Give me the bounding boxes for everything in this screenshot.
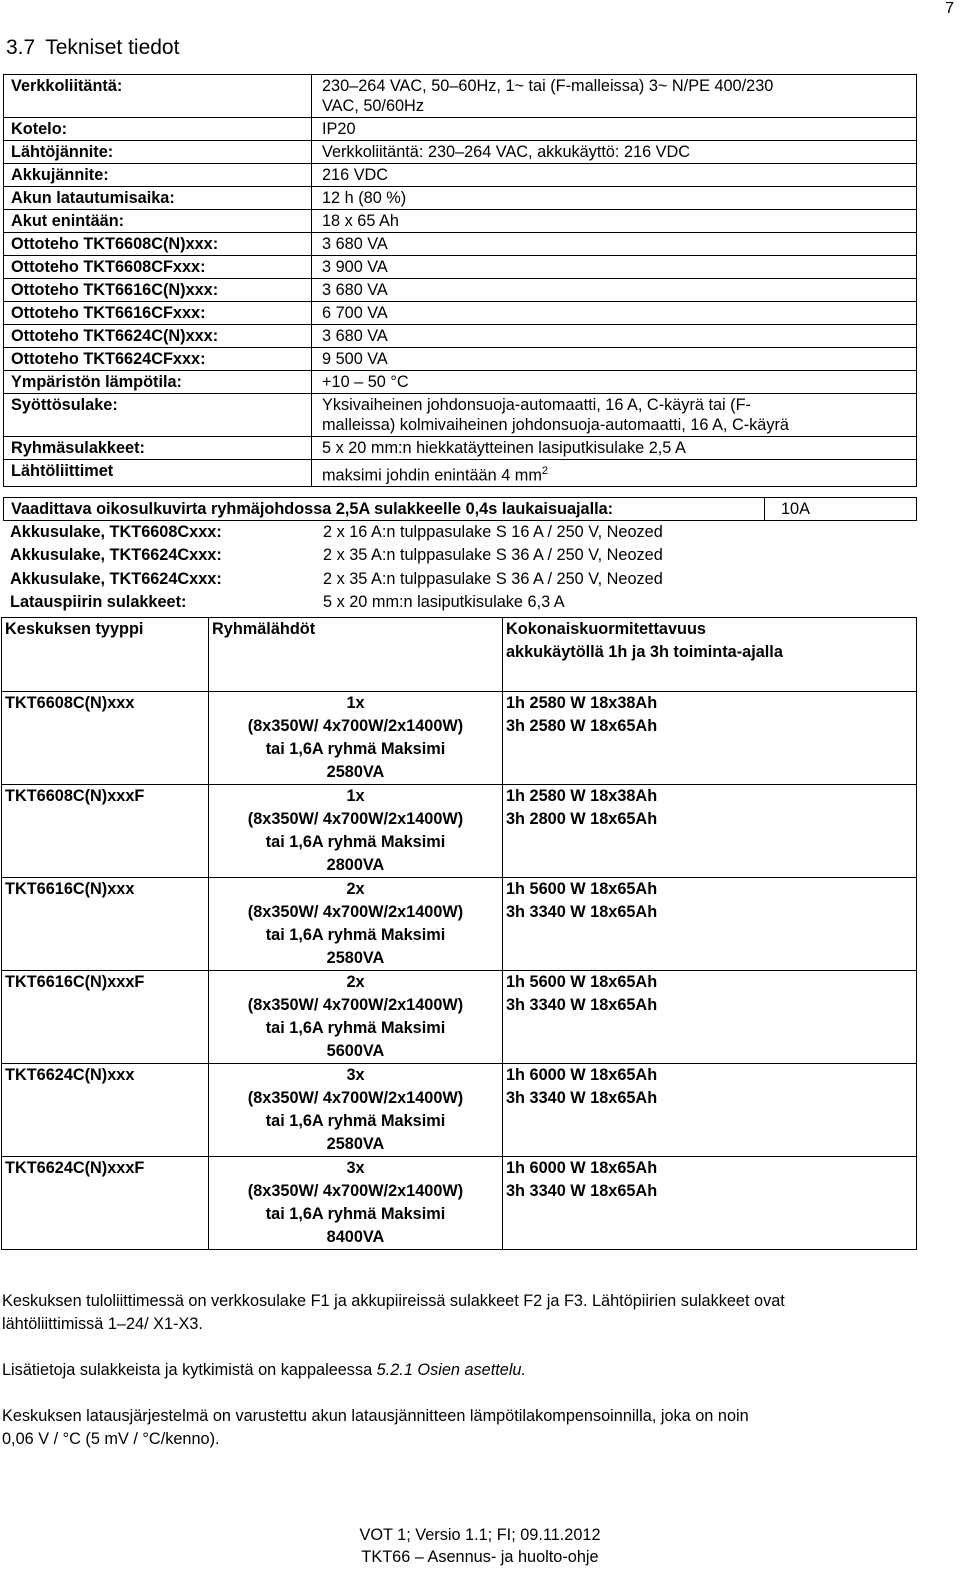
groups-line: (8x350W/ 4x700W/2x1400W) bbox=[247, 1182, 464, 1200]
groups-line: 2x bbox=[346, 880, 365, 898]
groups-line: 3x bbox=[346, 1066, 365, 1084]
spec-table bbox=[3, 74, 917, 487]
groups-line: tai 1,6A ryhmä Maksimi bbox=[265, 1205, 446, 1223]
center-load bbox=[503, 692, 917, 785]
spec-label: Akut enintään: bbox=[4, 210, 312, 233]
fuse-value: 5 x 20 mm:n lasiputkisulake 6,3 A bbox=[323, 593, 565, 611]
spec-value: 3 680 VA bbox=[312, 279, 917, 302]
required-fuse-text: Vaadittava oikosulkuvirta ryhmäjohdossa 2,5A sulakkeelle 0,4s laukaisuajalla: bbox=[11, 500, 614, 518]
paragraph-line: Keskuksen latausjärjestelmä on varustettu akun latausjännitteen lämpötilakompensoinnilla, joka on noin bbox=[2, 1407, 749, 1425]
spec-value: +10 – 50 °C bbox=[312, 371, 917, 394]
spec-row bbox=[4, 233, 917, 256]
spec-label: Ottoteho TKT6616CFxxx: bbox=[4, 302, 312, 325]
load-line: 1h 2580 W 18x38Ah bbox=[506, 694, 658, 712]
spec-row bbox=[4, 348, 917, 371]
spec-value-line: Yksivaiheinen johdonsuoja-automaatti, 16 A, C-käyrä tai (F- bbox=[322, 396, 751, 414]
spec-row bbox=[4, 279, 917, 302]
center-type: TKT6608C(N)xxxF bbox=[2, 785, 209, 878]
spec-row bbox=[4, 394, 917, 437]
groups-line: 1x bbox=[346, 694, 365, 712]
fuse-label: Akkusulake, TKT6608Cxxx: bbox=[10, 523, 222, 541]
spec-value-line: VAC, 50/60Hz bbox=[322, 97, 424, 115]
groups-line: (8x350W/ 4x700W/2x1400W) bbox=[247, 810, 464, 828]
load-line: 1h 5600 W 18x65Ah bbox=[506, 880, 658, 898]
spec-row bbox=[4, 164, 917, 187]
spec-value: IP20 bbox=[312, 118, 917, 141]
load-line: 1h 6000 W 18x65Ah bbox=[506, 1159, 658, 1177]
groups-line: tai 1,6A ryhmä Maksimi bbox=[265, 1112, 446, 1130]
section-number: 3.7 bbox=[6, 36, 36, 59]
center-row bbox=[2, 878, 917, 971]
center-row bbox=[2, 971, 917, 1064]
center-groups bbox=[209, 692, 503, 785]
spec-label: Verkkoliitäntä: bbox=[4, 75, 312, 118]
spec-value bbox=[312, 394, 917, 437]
center-row bbox=[2, 692, 917, 785]
spec-row bbox=[4, 302, 917, 325]
paragraph-charging bbox=[2, 1405, 952, 1451]
center-groups bbox=[209, 1064, 503, 1157]
center-header-row bbox=[2, 618, 917, 692]
groups-line: 2800VA bbox=[326, 856, 385, 874]
groups-line: 3x bbox=[346, 1159, 365, 1177]
page-number: 7 bbox=[945, 0, 954, 17]
center-type: TKT6616C(N)xxxF bbox=[2, 971, 209, 1064]
load-line: 3h 3340 W 18x65Ah bbox=[506, 1182, 658, 1200]
spec-row bbox=[4, 210, 917, 233]
spec-value bbox=[312, 75, 917, 118]
spec-row bbox=[4, 187, 917, 210]
spec-label: Ottoteho TKT6608C(N)xxx: bbox=[4, 233, 312, 256]
spec-value: 3 680 VA bbox=[312, 325, 917, 348]
center-row bbox=[2, 1064, 917, 1157]
center-row bbox=[2, 785, 917, 878]
spec-row bbox=[4, 371, 917, 394]
footer bbox=[0, 1524, 960, 1568]
spec-label: Ottoteho TKT6624CFxxx: bbox=[4, 348, 312, 371]
spec-label: Lähtöliittimet bbox=[4, 460, 312, 487]
spec-value: 12 h (80 %) bbox=[312, 187, 917, 210]
spec-value: 9 500 VA bbox=[312, 348, 917, 371]
header-groups-text: Ryhmälähdöt bbox=[212, 620, 316, 638]
load-line: 3h 2800 W 18x65Ah bbox=[506, 810, 658, 828]
fuse-value: 2 x 35 A:n tulppasulake S 36 A / 250 V, Neozed bbox=[323, 546, 663, 564]
spec-row bbox=[4, 325, 917, 348]
footer-version: VOT 1; Versio 1.1; FI; 09.11.2012 bbox=[359, 1526, 601, 1544]
spec-value bbox=[312, 460, 917, 487]
fuse-label: Akkusulake, TKT6624Cxxx: bbox=[10, 546, 222, 564]
spec-value: 5 x 20 mm:n hiekkatäytteinen lasiputkisulake 2,5 A bbox=[312, 437, 917, 460]
center-type: TKT6624C(N)xxx bbox=[2, 1064, 209, 1157]
spec-row bbox=[4, 256, 917, 279]
center-type: TKT6624C(N)xxxF bbox=[2, 1157, 209, 1250]
center-row bbox=[2, 1157, 917, 1250]
load-line: 3h 3340 W 18x65Ah bbox=[506, 996, 658, 1014]
spec-label: Lähtöjännite: bbox=[4, 141, 312, 164]
header-type: Keskuksen tyyppi bbox=[2, 618, 209, 692]
load-line: 1h 2580 W 18x38Ah bbox=[506, 787, 658, 805]
fuse-label: Latauspiirin sulakkeet: bbox=[10, 593, 187, 611]
spec-label: Kotelo: bbox=[4, 118, 312, 141]
groups-line: 8400VA bbox=[326, 1228, 385, 1246]
spec-value: 6 700 VA bbox=[312, 302, 917, 325]
superscript: 2 bbox=[541, 465, 549, 477]
spec-label: Akkujännite: bbox=[4, 164, 312, 187]
groups-line: 5600VA bbox=[326, 1042, 385, 1060]
groups-line: 2x bbox=[346, 973, 365, 991]
load-line: 3h 2580 W 18x65Ah bbox=[506, 717, 658, 735]
spec-value-line: 230–264 VAC, 50–60Hz, 1~ tai (F-malleissa) 3~ N/PE 400/230 bbox=[322, 77, 774, 95]
center-groups bbox=[209, 1157, 503, 1250]
section-heading bbox=[6, 36, 179, 60]
header-groups bbox=[209, 618, 503, 692]
center-groups bbox=[209, 785, 503, 878]
section-title: Tekniset tiedot bbox=[45, 36, 180, 59]
spec-value: 3 900 VA bbox=[312, 256, 917, 279]
center-load bbox=[503, 785, 917, 878]
header-load bbox=[503, 618, 917, 692]
header-load-line: akkukäytöllä 1h ja 3h toiminta-ajalla bbox=[506, 643, 783, 661]
groups-line: (8x350W/ 4x700W/2x1400W) bbox=[247, 903, 464, 921]
groups-line: 2580VA bbox=[326, 949, 385, 967]
fuse-row bbox=[3, 521, 917, 545]
spec-label: Akun latautumisaika: bbox=[4, 187, 312, 210]
load-line: 1h 5600 W 18x65Ah bbox=[506, 973, 658, 991]
load-line: 1h 6000 W 18x65Ah bbox=[506, 1066, 658, 1084]
required-fuse-row bbox=[3, 497, 917, 521]
center-type: TKT6608C(N)xxx bbox=[2, 692, 209, 785]
spec-label: Syöttösulake: bbox=[4, 394, 312, 437]
spec-label: Ympäristön lämpötila: bbox=[4, 371, 312, 394]
groups-line: (8x350W/ 4x700W/2x1400W) bbox=[247, 996, 464, 1014]
fuse-row bbox=[3, 568, 917, 592]
paragraph-more-info bbox=[2, 1359, 952, 1382]
paragraph-line: 0,06 V / °C (5 mV / °C/kenno). bbox=[2, 1430, 220, 1448]
footer-title: TKT66 – Asennus- ja huolto-ohje bbox=[361, 1548, 599, 1566]
load-line: 3h 3340 W 18x65Ah bbox=[506, 1089, 658, 1107]
required-fuse-value: 10A bbox=[781, 500, 810, 518]
fuse-row bbox=[3, 544, 917, 568]
spec-value: 3 680 VA bbox=[312, 233, 917, 256]
center-groups bbox=[209, 971, 503, 1064]
fuse-value: 2 x 16 A:n tulppasulake S 16 A / 250 V, Neozed bbox=[323, 523, 663, 541]
groups-line: tai 1,6A ryhmä Maksimi bbox=[265, 1019, 446, 1037]
spec-value-line: malleissa) kolmivaiheinen johdonsuoja-automaatti, 16 A, C-käyrä bbox=[322, 416, 789, 434]
spec-value: Verkkoliitäntä: 230–264 VAC, akkukäyttö: 216 VDC bbox=[312, 141, 917, 164]
spec-label: Ottoteho TKT6616C(N)xxx: bbox=[4, 279, 312, 302]
header-load-line: Kokonaiskuormitettavuus bbox=[506, 620, 706, 638]
groups-line: (8x350W/ 4x700W/2x1400W) bbox=[247, 1089, 464, 1107]
spec-label: Ottoteho TKT6624C(N)xxx: bbox=[4, 325, 312, 348]
center-type: TKT6616C(N)xxx bbox=[2, 878, 209, 971]
spec-value: 216 VDC bbox=[312, 164, 917, 187]
section-reference-link[interactable]: 5.2.1 Osien asettelu. bbox=[376, 1361, 527, 1379]
center-load bbox=[503, 1064, 917, 1157]
spec-label: Ottoteho TKT6608CFxxx: bbox=[4, 256, 312, 279]
groups-line: (8x350W/ 4x700W/2x1400W) bbox=[247, 717, 464, 735]
spec-row bbox=[4, 118, 917, 141]
groups-line: 1x bbox=[346, 787, 365, 805]
spec-value: 18 x 65 Ah bbox=[312, 210, 917, 233]
fuse-value: 2 x 35 A:n tulppasulake S 36 A / 250 V, Neozed bbox=[323, 570, 663, 588]
fuse-label: Akkusulake, TKT6624Cxxx: bbox=[10, 570, 222, 588]
spec-row bbox=[4, 460, 917, 487]
groups-line: tai 1,6A ryhmä Maksimi bbox=[265, 833, 446, 851]
paragraph-line: Keskuksen tuloliittimessä on verkkosulake F1 ja akkupiireissä sulakkeet F2 ja F3. Lähtöpiirien sulakkeet ovat bbox=[2, 1292, 785, 1310]
fuse-row bbox=[3, 591, 917, 617]
center-load bbox=[503, 971, 917, 1064]
groups-line: 2580VA bbox=[326, 1135, 385, 1153]
spec-row bbox=[4, 141, 917, 164]
spec-row bbox=[4, 75, 917, 118]
load-line: 3h 3340 W 18x65Ah bbox=[506, 903, 658, 921]
spec-value-text: maksimi johdin enintään 4 mm bbox=[322, 466, 542, 485]
required-fuse-divider bbox=[764, 498, 765, 520]
paragraph-text: Lisätietoja sulakkeista ja kytkimistä on kappaleessa bbox=[2, 1361, 377, 1379]
spec-label: Ryhmäsulakkeet: bbox=[4, 437, 312, 460]
center-load bbox=[503, 878, 917, 971]
groups-line: tai 1,6A ryhmä Maksimi bbox=[265, 740, 446, 758]
center-load bbox=[503, 1157, 917, 1250]
center-table bbox=[1, 617, 917, 1250]
spec-row bbox=[4, 437, 917, 460]
paragraph-line: lähtöliittimissä 1–24/ X1-X3. bbox=[2, 1315, 203, 1333]
groups-line: tai 1,6A ryhmä Maksimi bbox=[265, 926, 446, 944]
paragraph-fuses bbox=[2, 1290, 952, 1336]
center-groups bbox=[209, 878, 503, 971]
groups-line: 2580VA bbox=[326, 763, 385, 781]
